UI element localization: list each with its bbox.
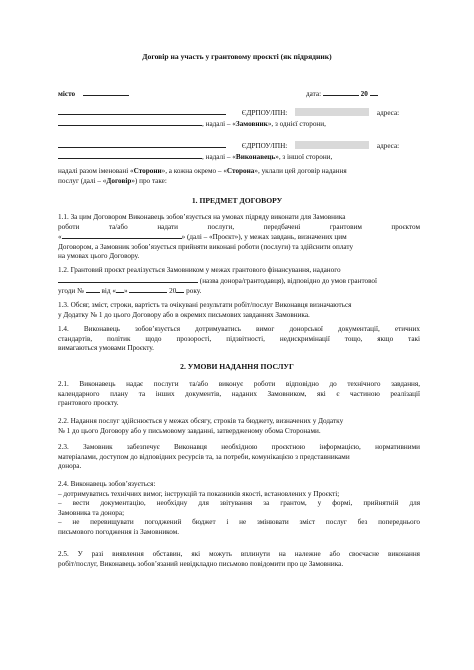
intro-term-parties: Сторони bbox=[133, 167, 162, 175]
clause-text: від « bbox=[101, 287, 116, 296]
project-name-field[interactable] bbox=[62, 232, 182, 239]
intro-term-contract: Договір bbox=[106, 176, 132, 185]
clause-2-3 bbox=[58, 443, 420, 472]
clause-line: Договором, а Замовник зобов’язується прийняти виконані роботи (послуги) та здійснити оплату bbox=[58, 242, 354, 251]
party2-tail-post: », з іншої сторони, bbox=[275, 153, 333, 161]
party1-tail-post: », з однієї сторони, bbox=[267, 120, 326, 128]
clause-1-3 bbox=[58, 301, 420, 320]
clause-line: 2.2. Надання послуг здійснюється у межах обсягу, строків та бюджету, визначених у Додатку bbox=[58, 417, 344, 425]
intro-text: », а кожна окремо – « bbox=[161, 167, 227, 175]
party2-edrpou-label: ЄДРПОУ/ІПН: bbox=[241, 142, 288, 150]
date-field[interactable] bbox=[323, 89, 359, 96]
clause-2-4 bbox=[58, 480, 420, 538]
clause-line bbox=[58, 276, 420, 287]
section2-title: 2. УМОВИ НАДАННЯ ПОСЛУГ bbox=[180, 362, 294, 371]
place-field[interactable] bbox=[83, 89, 129, 96]
party1-name-field[interactable] bbox=[58, 108, 226, 115]
clause-line: роботи та/або надати послуги, передбачені грантовим проєктом bbox=[58, 222, 420, 231]
grant-year-field[interactable] bbox=[176, 286, 184, 293]
intro-term-party: Сторона bbox=[226, 167, 255, 175]
clause-text: » (далі – «Проєкт»), у межах завдань, визначених цим bbox=[181, 233, 347, 242]
party2-role: Виконавець bbox=[235, 153, 276, 161]
clause-line: на умовах цього Договору. bbox=[58, 252, 140, 261]
clause-line: донора. bbox=[58, 462, 82, 471]
intro-text: послуг (далі – « bbox=[58, 176, 107, 185]
party2-edrpou-field[interactable] bbox=[295, 141, 369, 149]
clause-1-4 bbox=[58, 325, 420, 354]
intro-paragraph bbox=[58, 167, 420, 186]
date-row bbox=[306, 89, 378, 99]
party2-address-field[interactable] bbox=[58, 152, 202, 159]
intro-line1 bbox=[58, 167, 420, 177]
place-label: місто bbox=[58, 90, 76, 98]
clause-line: у Додатку № 1 до цього Договору або в окремих письмових завданнях Замовника. bbox=[58, 310, 310, 319]
donor-name-field[interactable] bbox=[58, 276, 198, 283]
clause-line bbox=[58, 232, 420, 243]
clause-line: 1.4. Виконавець зобов’язується дотримуватись вимог донорської документації, етичних bbox=[58, 325, 420, 333]
place-row bbox=[58, 89, 129, 99]
year-field[interactable] bbox=[370, 89, 378, 96]
clause-text: року. bbox=[186, 287, 202, 296]
party1-edrpou-field[interactable] bbox=[295, 108, 369, 116]
party1-tail-pre: , надалі – « bbox=[202, 120, 236, 128]
party2-line1 bbox=[58, 141, 399, 151]
clause-line: 2.5. У разі виявлення обставин, які можуть вплинути на належне або своєчасне виконання bbox=[58, 550, 420, 558]
grant-number-field[interactable] bbox=[86, 286, 100, 293]
clause-line: робіт/послуг, Виконавець зобов’язаний невідкладно письмово повідомити про це Замовника. bbox=[58, 559, 344, 568]
clause-1-2 bbox=[58, 266, 420, 297]
intro-text: ») про таке: bbox=[131, 176, 167, 185]
clause-line: письмового погодження із Замовником. bbox=[58, 527, 180, 536]
party1-address-label: адреса: bbox=[376, 109, 400, 117]
clause-line: 2.4. Виконавець зобов’язується: bbox=[58, 480, 156, 488]
clause-text: (назва донора/грантодавця), відповідно до умов грантової bbox=[199, 276, 378, 285]
grant-month-field[interactable] bbox=[129, 286, 167, 293]
grant-day-field[interactable] bbox=[116, 286, 124, 293]
clause-line: – вести документацію, необхідну для звітування за грантом, у формі, прийнятній для bbox=[58, 499, 420, 508]
clause-text: 20 bbox=[169, 287, 177, 296]
party1-edrpou-label: ЄДРПОУ/ІПН: bbox=[241, 109, 288, 117]
clause-line: 1.3. Обсяг, зміст, строки, вартість та очікувані результати робіт/послуг Виконавця визначаються bbox=[58, 301, 352, 309]
clause-1-1 bbox=[58, 213, 420, 262]
intro-line2 bbox=[58, 177, 420, 187]
clause-line: вимагаються умовами Проєкту. bbox=[58, 344, 154, 353]
party1-line2 bbox=[58, 119, 326, 129]
clause-line: календарного плану та інших документів, наданих Замовником, які є частиною реалізації bbox=[58, 389, 420, 398]
clause-line: матеріалами, доступом до відповідних ресурсів та, за потреби, комунікацією з представниками bbox=[58, 452, 350, 461]
clause-2-1 bbox=[58, 380, 420, 409]
clause-line: грантового проєкту. bbox=[58, 399, 119, 408]
intro-text: надалі разом іменовані « bbox=[58, 167, 134, 175]
clause-line: 2.1. Виконавець надає послуги та/або виконує роботи відповідно до технічного завдання, bbox=[58, 380, 420, 388]
party2-tail-pre: , надалі – « bbox=[202, 153, 236, 161]
clause-text: « bbox=[58, 233, 62, 242]
party1-role: Замовник bbox=[235, 120, 268, 128]
intro-text: », уклали цей договір надання bbox=[254, 167, 347, 175]
party2-name-field[interactable] bbox=[58, 141, 226, 148]
clause-line: – не перевищувати погоджений бюджет і не змінювати зміст послуг без попереднього bbox=[58, 518, 420, 527]
clause-line bbox=[58, 286, 420, 297]
clause-line: 2.3. Замовник забезпечує Виконавця необхідною проєктною інформацією, нормативними bbox=[58, 443, 420, 451]
clause-2-5 bbox=[58, 550, 420, 569]
clause-line: – дотримуватись технічних вимог, інструкцій та показників якості, встановлених у Проєкті; bbox=[58, 489, 340, 498]
party1-line1 bbox=[58, 108, 399, 118]
clause-line: стандартів, політик щодо прозорості, підзвітності, недискримінації тощо, якщо такі bbox=[58, 334, 420, 343]
clause-line: Замовника та донора; bbox=[58, 508, 125, 517]
clause-line: № 1 до цього Договору або у письмовому завданні, затвердженому обома Сторонами. bbox=[58, 426, 321, 435]
party1-address-field[interactable] bbox=[58, 119, 202, 126]
party2-address-label: адреса: bbox=[376, 142, 400, 150]
clause-text: » bbox=[123, 287, 128, 296]
document-title: Договір на участь у грантовому проєкті (як підрядник) bbox=[142, 52, 332, 61]
clause-text: угоди № bbox=[58, 287, 84, 296]
date-label: дата: bbox=[306, 90, 322, 98]
section1-title: 1. ПРЕДМЕТ ДОГОВОРУ bbox=[191, 196, 283, 205]
party2-line2 bbox=[58, 152, 332, 162]
clause-2-2 bbox=[58, 417, 420, 436]
clause-line: 1.1. За цим Договором Виконавець зобов’язується на умовах підряду виконати для Замовника bbox=[58, 213, 346, 221]
year-prefix: 20 bbox=[360, 90, 368, 98]
clause-line: 1.2. Грантовий проєкт реалізується Замовником у межах грантового фінансування, наданого bbox=[58, 266, 341, 274]
